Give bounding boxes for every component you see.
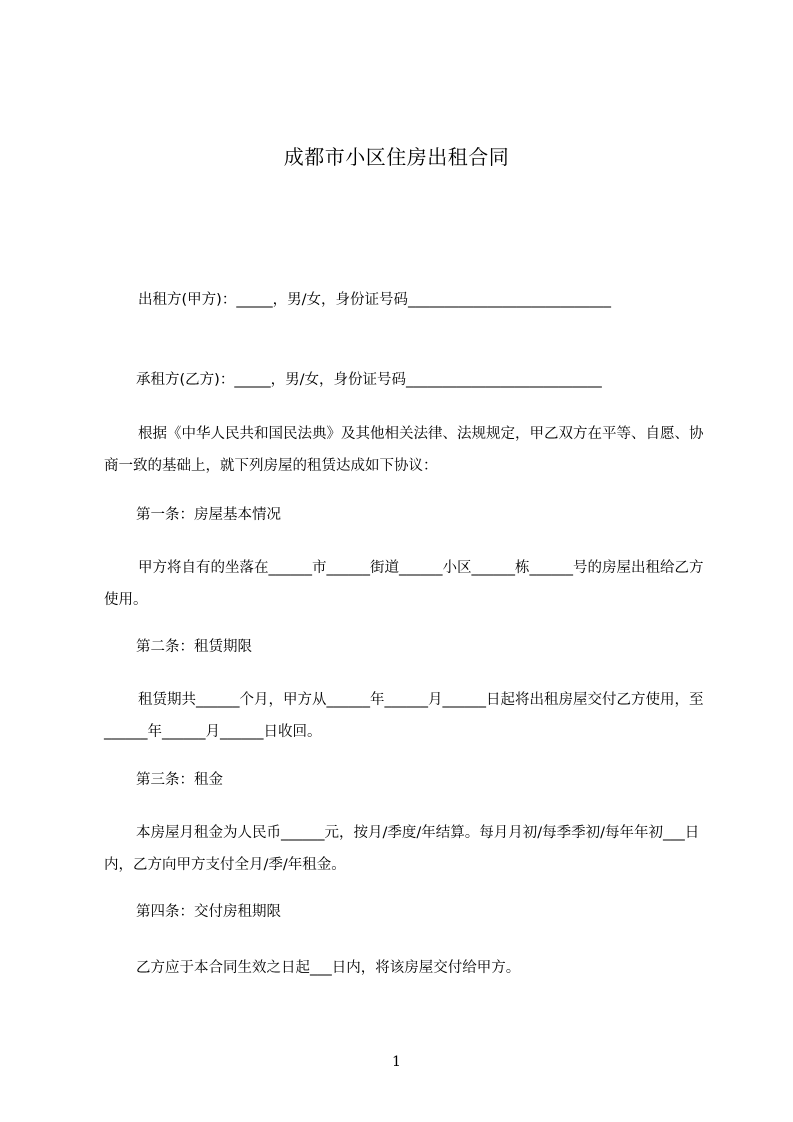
article3-heading: 第三条：租金 xyxy=(136,772,223,788)
article1-heading: 第一条：房屋基本情况 xyxy=(136,507,281,523)
article4-heading: 第四条：交付房租期限 xyxy=(136,904,281,920)
document-title: 成都市小区住房出租合同 xyxy=(283,145,510,169)
article3-paragraph: 本房屋月租金为人民币______元，按月/季度/年结算。每月月初/每季季初/每年年初___日内，乙方向甲方支付全月/季/年租金。 xyxy=(104,825,700,873)
article4-paragraph: 乙方应于本合同生效之日起___日内，将该房屋交付给甲方。 xyxy=(136,960,521,976)
article2-heading: 第二条：租赁期限 xyxy=(136,639,252,655)
page-number: 1 xyxy=(392,1054,401,1070)
lessor-line: 出租方(甲方)：_____，男/女，身份证号码____________________________ xyxy=(138,292,611,308)
preamble-paragraph: 根据《中华人民共和国民法典》及其他相关法律、法规规定，甲乙双方在平等、自愿、协商一致的基础上，就下列房屋的租赁达成如下协议： xyxy=(104,426,704,474)
article2-paragraph: 租赁期共______个月，甲方从______年______月______日起将出租房屋交付乙方使用，至______年______月______日收回。 xyxy=(104,692,704,740)
article1-paragraph: 甲方将自有的坐落在______市______街道______小区______栋______号的房屋出租给乙方使用。 xyxy=(104,560,704,608)
lessee-line: 承租方(乙方)：_____，男/女，身份证号码___________________________ xyxy=(136,372,602,388)
